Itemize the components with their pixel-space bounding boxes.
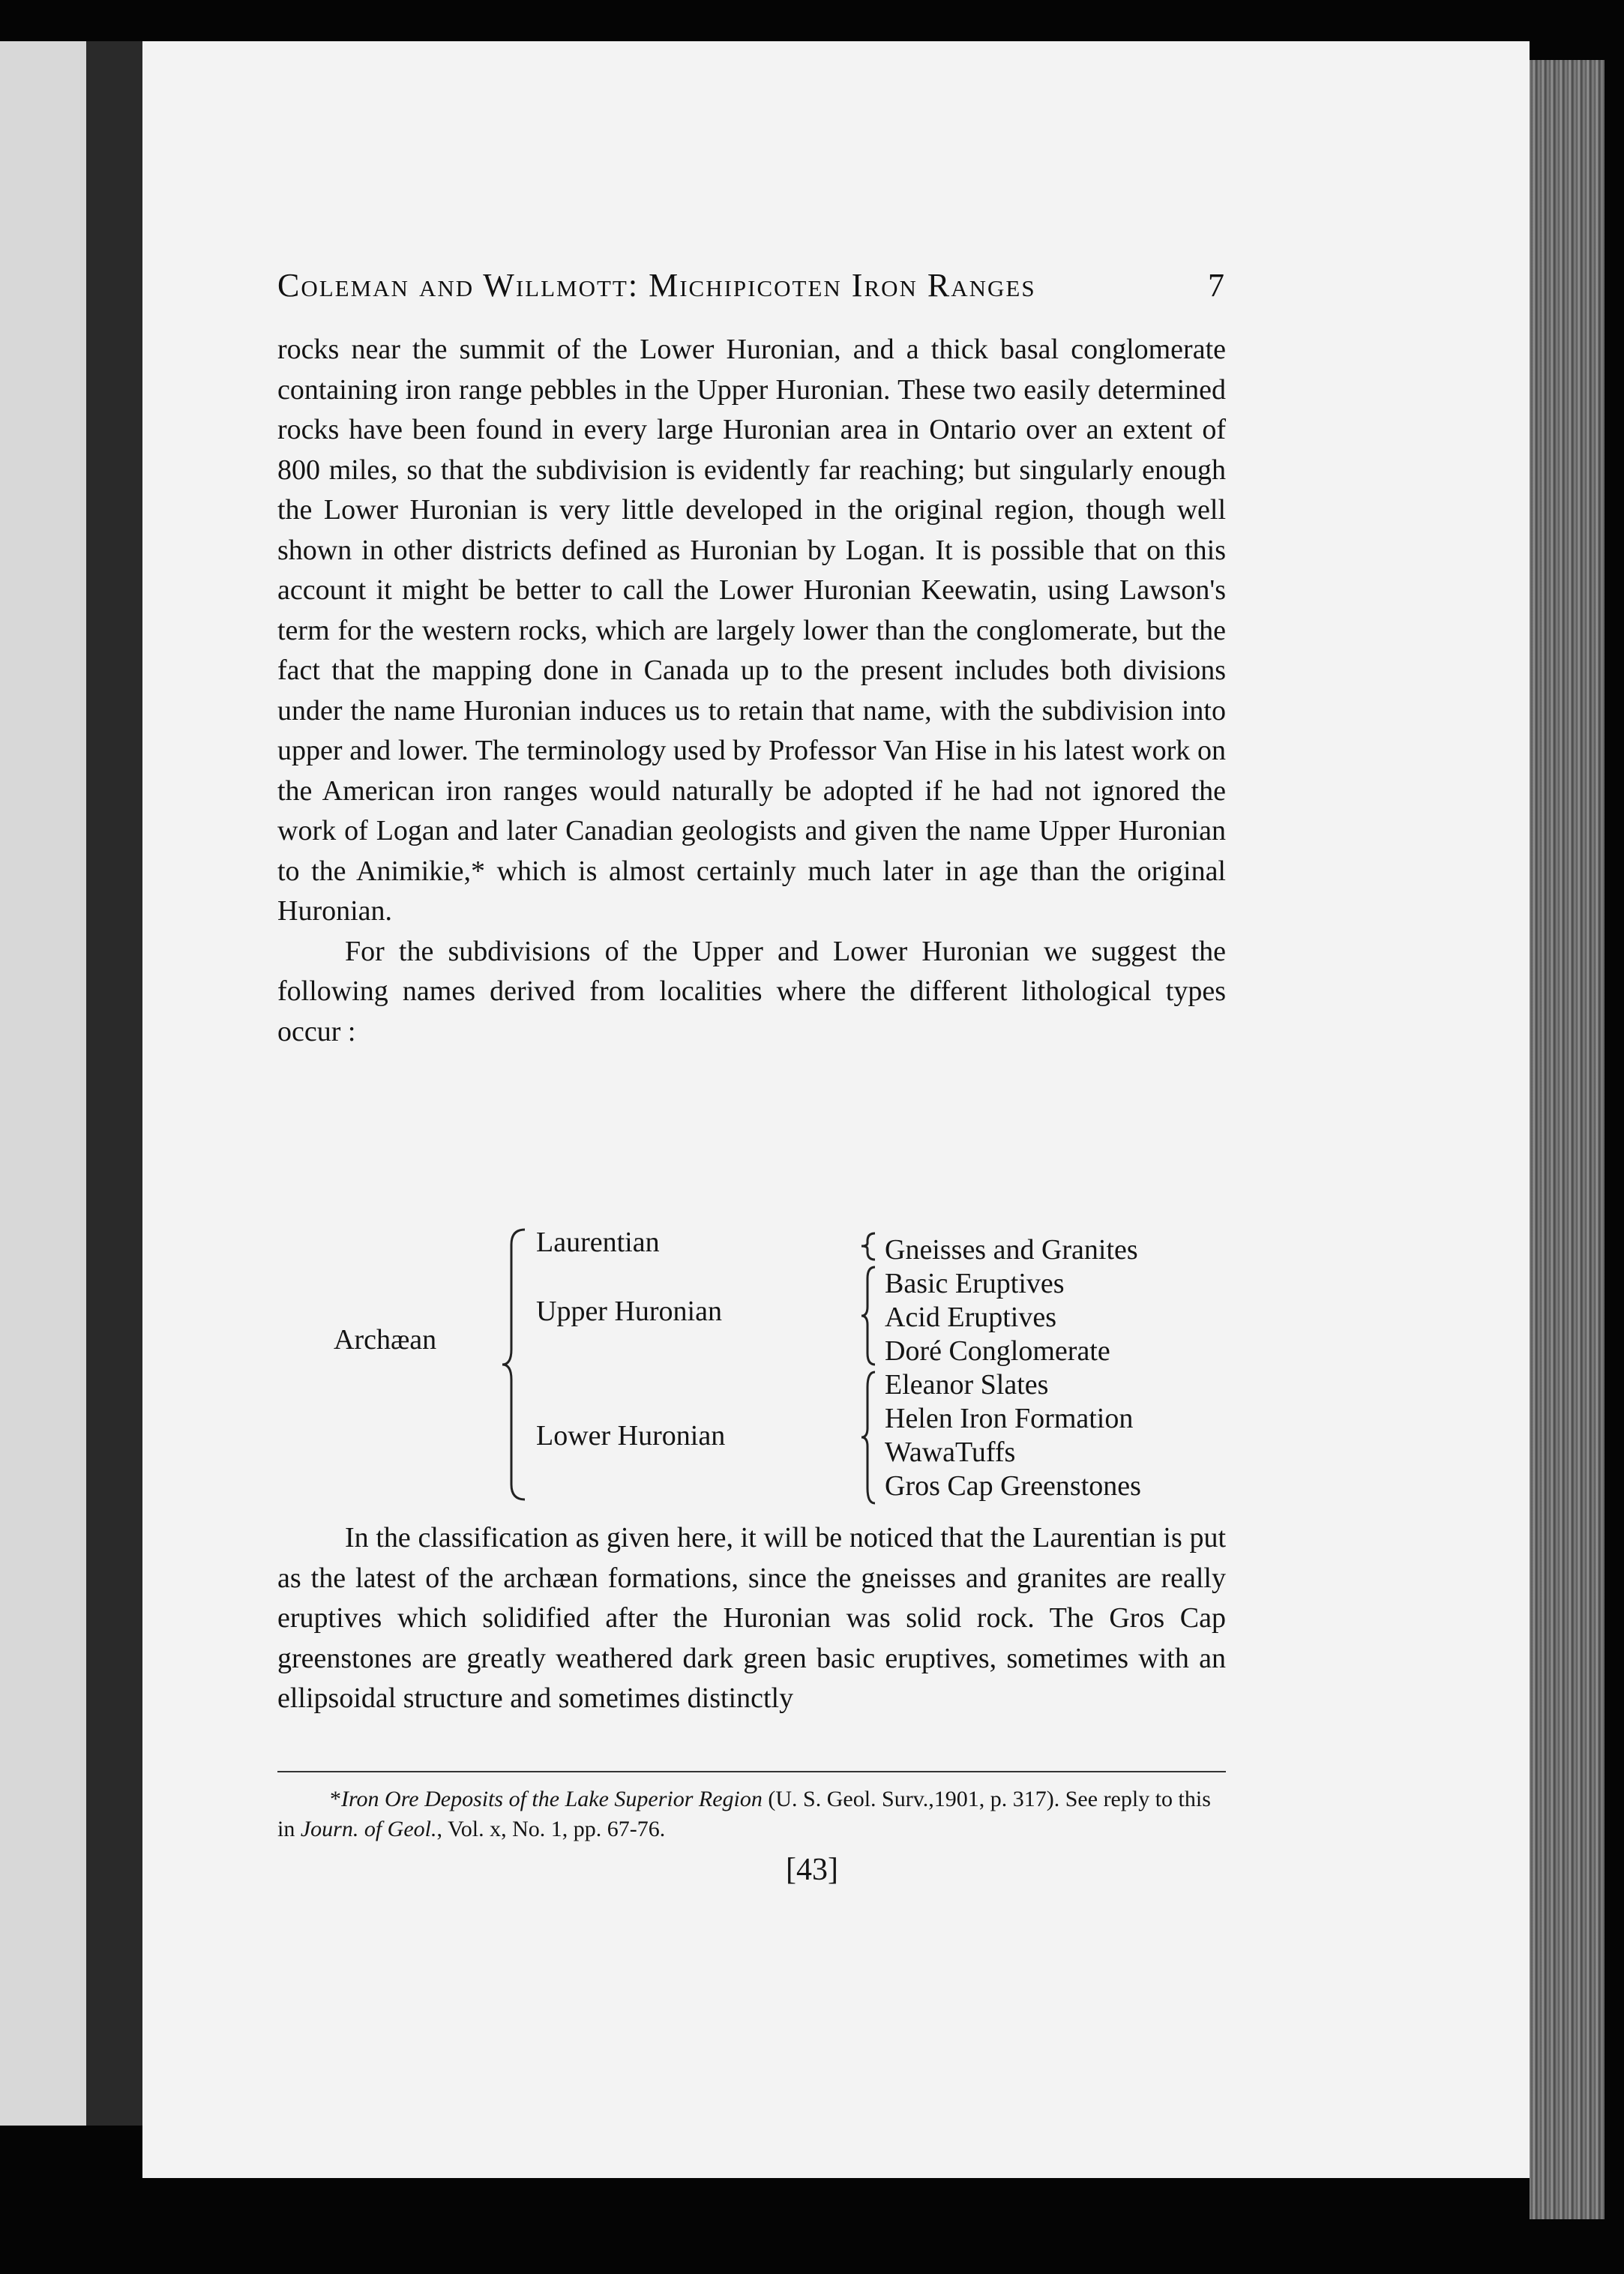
era-brace: [502, 1226, 532, 1503]
member-gneisses: Gneisses and Granites: [885, 1234, 1138, 1266]
member-acid-eruptives: Acid Eruptives: [885, 1302, 1057, 1333]
group-laurentian: Laurentian: [536, 1227, 660, 1258]
folio: [43]: [786, 1853, 838, 1887]
paragraph-2: For the subdivisions of the Upper and Lower Huronian we suggest the following names derived from localities where the different lithological types occur :: [277, 935, 1226, 1047]
running-head: [277, 266, 1226, 304]
footnote-text-2: , Vol. x, No. 1, pp. 67-76.: [436, 1817, 666, 1841]
paragraph-3: In the classification as given here, it will be noticed that the Laurentian is put as the latest of the archæan formations, since the gneisses and granites are really eruptives which solidified after the Huronian was solid rock. The Gros Cap greenstones are greatly weathered dark green basic eruptives, sometimes with an ellipsoidal structure and sometimes distinctly: [277, 1522, 1226, 1714]
body-text-continued: [277, 1518, 1226, 1719]
footnote-title-1: Iron Ore Deposits of the Lake Superior Region: [341, 1787, 763, 1811]
member-dore-conglomerate: Doré Conglomerate: [885, 1335, 1110, 1367]
paragraph-1: rocks near the summit of the Lower Huronian, and a thick basal conglomerate containing iron range pebbles in the Upper Huronian. These two easily determined rocks have been found in every large Huronian area in Ontario over an extent of 800 miles, so that the subdivision is evidently far reaching; but singularly enough the Lower Huronian is very little developed in the original region, though well shown in other districts defined as Huronian by Logan. It is possible that on this account it might be better to call the Lower Huronian Keewatin, using Lawson's term for the western rocks, which are largely lower than the conglomerate, but the fact that the mapping done in Canada up to the present includes both divisions under the name Huronian induces us to retain that name, with the subdivision into upper and lower. The terminology used by Professor Van Hise in his latest work on the American iron ranges would naturally be adopted if he had not ignored the work of Logan and later Canadian geologists and given the name Upper Huronian to the Animikie,* which is almost certainly much later in age than the original Huronian.: [277, 334, 1226, 927]
member-eleanor-slates: Eleanor Slates: [885, 1369, 1049, 1401]
member-wawa-tuffs: WawaTuffs: [885, 1437, 1016, 1468]
page-number: 7: [1208, 267, 1226, 304]
era-label: Archæan: [334, 1324, 437, 1356]
book-gutter: [86, 41, 142, 2126]
footnote-text-1: (U. S. Geol. Surv.,1901, p. 317). See reply to this in: [277, 1787, 1211, 1841]
member-helen-iron: Helen Iron Formation: [885, 1403, 1134, 1434]
member-basic-eruptives: Basic Eruptives: [885, 1268, 1065, 1299]
group-lower-huronian: Lower Huronian: [536, 1420, 726, 1452]
footnote: [277, 1784, 1226, 1844]
footnote-rule: [277, 1771, 1226, 1772]
upper-huronian-brace: [858, 1263, 881, 1368]
classification-table: [277, 1226, 1230, 1511]
running-head-title: Coleman and Willmott: Michipicoten Iron Ranges: [277, 267, 1036, 304]
lower-huronian-brace: [858, 1368, 881, 1507]
footnote-title-2: Journ. of Geol.: [300, 1817, 437, 1841]
page-stack-edge: [1530, 60, 1605, 2219]
laurentian-brace: [858, 1230, 881, 1263]
group-upper-huronian: Upper Huronian: [536, 1296, 722, 1327]
member-gros-cap: Gros Cap Greenstones: [885, 1470, 1141, 1502]
body-text: [277, 330, 1226, 1052]
footnote-marker: *: [330, 1787, 341, 1811]
